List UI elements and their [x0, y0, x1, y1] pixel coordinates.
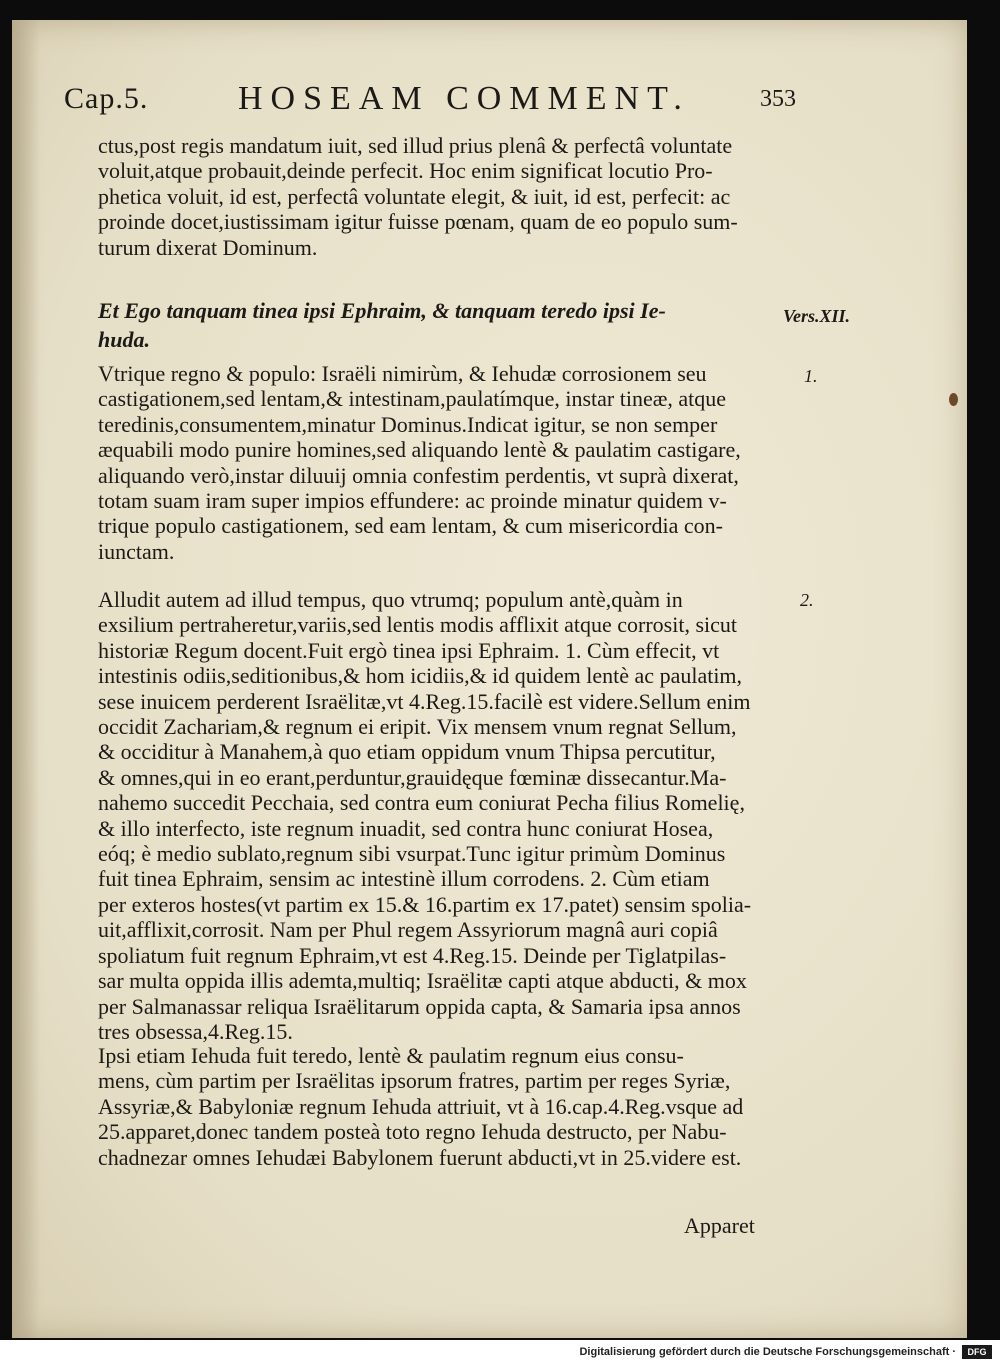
page-number: 353: [760, 86, 796, 112]
footer-credit: Digitalisierung gefördert durch die Deutsche Forschungsgemeinschaft ·: [579, 1346, 956, 1358]
paragraph-commentary-3: Ipsi etiam Iehuda fuit teredo, lentè & paulatim regnum eius consu- mens, cùm partim per Israëlitas ipsorum fratres, partim per reges Syriæ, Assyriæ,& Babyloniæ regnum Iehuda attriuit, vt à 16.cap.4.Reg.vsque ad 25.apparet,donec tandem posteà toto regno Iehuda destructo, per Nabu- chadnezar omnes Iehudæi Babylonem fuerunt abducti,vt in 25.videre est.: [98, 1043, 744, 1170]
margin-number-2: 2.: [800, 590, 814, 610]
paragraph-commentary-1: Vtrique regno & populo: Israëli nimirùm, & Iehudæ corrosionem seu castigationem,sed lentam,& intestinam,paulatímque, instar tineæ, atque teredinis,consumentem,minatur Dominus.Indicat igitur, se non semper æquabili modo punire homines,sed aliquando lentè & paulatim castigare, aliquando verò,instar diluuij omnia confestim perdentis, vt suprà dixerat, totam suam iram super impios effundere: ac proinde minatur quidem v- trique populo castigationem, sed eam lentam, & cum misericordia con- iunctam.: [98, 361, 741, 564]
paragraph-commentary-2: Alludit autem ad illud tempus, quo vtrumq; populum antè,quàm in exsilium pertraheretur,variis,sed lentis modis afflixit atque corrosit, sicut historiæ Regum docent.Fuit ergò tinea ipsi Ephraim. 1. Cùm effecit, vt intestinis odiis,seditionibus,& hom icidiis,& id quidem lentè ac paulatim, sese inuicem perderent Israëlitæ,vt 4.Reg.15.facilè est videre.Sellum enim occidit Zachariam,& regnum ei eripit. Vix mensem vnum regnat Sellum, & occiditur à Manahem,à quo etiam oppidum vnum Thipsa percutitur, & omnes,qui in eo erant,perduntur,grauidęque fœminæ dissecantur.Ma- nahemo succedit Pecchaia, sed contra eum coniurat Pecha filius Romelię, & illo interfecto, iste regnum inuadit, sed contra hunc coniurat Hosea, eóq; è medio sublato,regnum sibi vsurpat.Tunc igitur primùm Dominus fuit tinea Ephraim, sensim ac intestinè illum corrodens. 2. Cùm etiam per exteros hostes(vt partim ex 15.& 16.partim ex 17.patet) sensim spolia- uit,afflixit,corrosit. Nam per Phul regem Assyriorum magnâ auri copiâ spoliatum fuit regnum Ephraim,vt est 4.Reg.15. Deinde per Tiglatpilas- sar multa oppida illis ademta,multiq; Israëlitæ capti atque abducti, & mox per Salmanassar reliqua Israëlitarum oppida capta, & Samaria ipsa annos tres obsessa,4.Reg.15.: [98, 587, 752, 1044]
scripture-lemma: Et Ego tanquam tinea ipsi Ephraim, & tanquam teredo ipsi Ie- huda.: [98, 298, 666, 352]
catchword: Apparet: [684, 1213, 755, 1238]
chapter-label: Cap.5.: [64, 82, 149, 115]
paragraph-continued: ctus,post regis mandatum iuit, sed illud prius plenâ & perfectâ voluntate voluit,atque probauit,deinde perfecit. Hoc enim significat locutio Pro- phetica voluit, id est, perfectâ voluntate elegit, & iuit, id est, perfecit: ac proinde docet,iustissimam igitur fuisse pœnam, quam de eo populo sum- turum dixerat Dominum.: [98, 133, 738, 260]
dfg-logo-icon: DFG: [962, 1345, 992, 1359]
running-title: HOSEAM COMMENT.: [238, 80, 690, 117]
margin-verse-note: Vers.XII.: [783, 306, 851, 326]
paper-stain: [949, 393, 958, 406]
digitization-footer: [0, 1340, 1000, 1364]
page-gutter-shadow: [12, 20, 40, 1338]
running-head: [50, 82, 840, 122]
margin-number-1: 1.: [804, 366, 818, 386]
book-page: [12, 20, 967, 1338]
